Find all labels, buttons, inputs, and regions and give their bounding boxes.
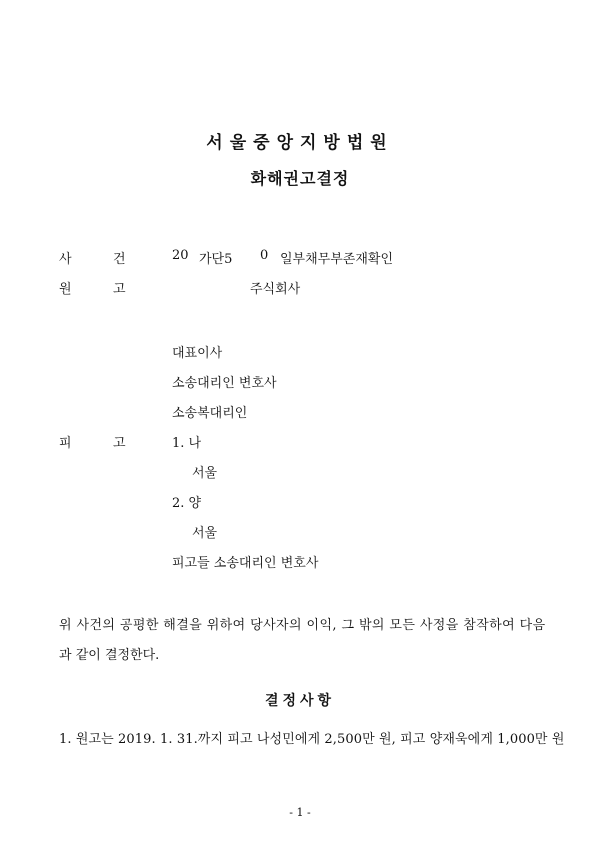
- case-number-tail: 0: [260, 248, 269, 263]
- case-label-b: 건: [113, 252, 126, 267]
- defendant-1-address: 서울: [192, 466, 218, 481]
- case-type: 가단5: [199, 252, 233, 267]
- defendant-label-a: 피: [59, 436, 72, 451]
- plaintiff-representative: 대표이사: [172, 346, 223, 361]
- defendants-attorney: 피고들 소송대리인 변호사: [172, 556, 319, 571]
- plaintiff-sub-attorney: 소송복대리인: [172, 406, 248, 421]
- decision-heading: 결정사항: [264, 693, 336, 709]
- plaintiff-label-b: 고: [113, 282, 126, 297]
- plaintiff-company: 주식회사: [250, 282, 301, 297]
- document-title: 화해권고결정: [250, 169, 350, 188]
- case-name: 일부채무부존재확인: [280, 252, 394, 267]
- defendant-2-name: 2. 양: [172, 496, 202, 511]
- plaintiff-label-a: 원: [59, 282, 72, 297]
- plaintiff-attorney: 소송대리인 변호사: [172, 376, 277, 391]
- case-year: 20: [172, 248, 189, 263]
- defendant-1-name: 1. 나: [172, 436, 202, 451]
- decision-line-1: 1. 원고는 2019. 1. 31.까지 피고 나성민에게 2,500만 원, 피고 양재욱에게 1,000만 원: [59, 732, 565, 747]
- intro-line-2: 과 같이 결정한다.: [59, 648, 160, 663]
- defendant-2-address: 서울: [192, 526, 218, 541]
- intro-line-1: 위 사건의 공평한 해결을 위하여 당사자의 이익, 그 밖의 모든 사정을 참작하여 다음: [59, 618, 546, 633]
- page-footer: - 1 -: [289, 806, 311, 819]
- case-label-a: 사: [59, 252, 72, 267]
- defendant-label-b: 고: [113, 436, 126, 451]
- court-name: 서울중앙지방법원: [206, 133, 394, 153]
